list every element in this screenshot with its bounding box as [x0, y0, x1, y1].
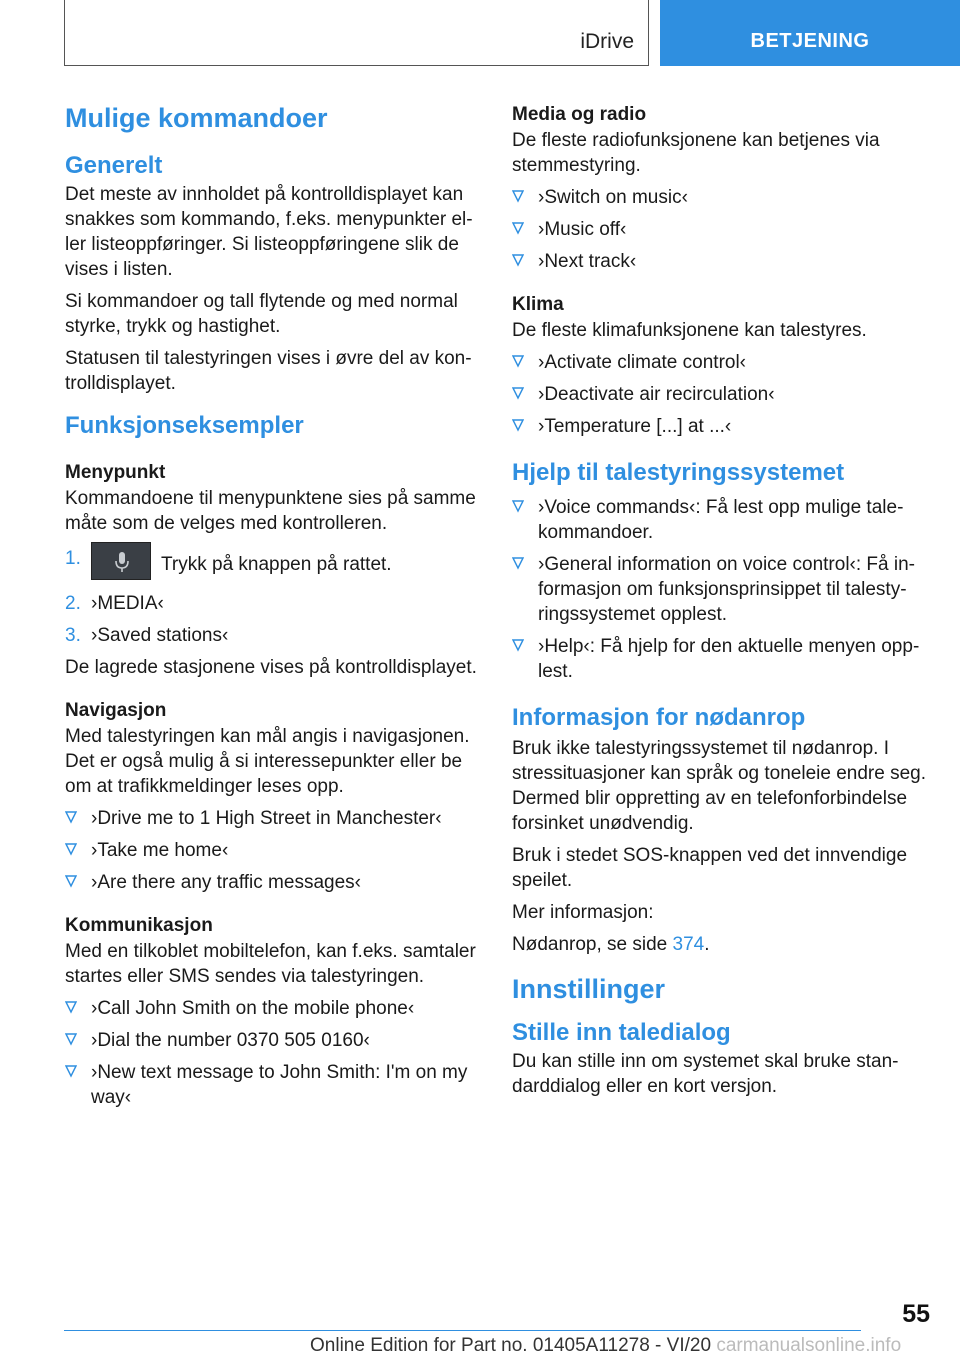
- heading-hjelp: Hjelp til talestyringssystemet: [512, 459, 845, 486]
- list-item: [65, 1060, 483, 1110]
- triangle-bullet-icon: [512, 386, 524, 400]
- list-item-text: ›Help‹: Få hjelp for den aktuelle menyen opplest.: [538, 636, 920, 682]
- microphone-icon: [114, 551, 130, 573]
- header-chapter-label: BETJENING: [750, 30, 870, 52]
- navigasjon-text: Med talestyringen kan mål angis i navigasjonen. Det er også mulig å si interessepunkter eller be om at trafikkmeldinger leses opp.: [65, 726, 470, 797]
- heading-media-og-radio: Media og radio: [512, 104, 647, 125]
- triangle-bullet-icon: [512, 189, 524, 203]
- list-item-text: ›Drive me to 1 High Street in Manchester‹: [91, 808, 442, 829]
- heading-menypunkt: Menypunkt: [65, 462, 166, 483]
- triangle-bullet-icon: [65, 1064, 77, 1078]
- heading-innstillinger: Innstillinger: [512, 974, 666, 1004]
- step-item: [65, 591, 483, 616]
- step-number: 1.: [65, 548, 81, 569]
- list-item-text: ›Activate climate control‹: [538, 352, 747, 373]
- list-item: [512, 382, 932, 407]
- header-section-label: iDrive: [580, 30, 634, 53]
- kommunikasjon-list: [65, 996, 483, 1110]
- klima-list: [512, 350, 932, 439]
- generelt-paragraph: Statusen til talestyringen vises i øvre del av kontrolldisplayet.: [65, 348, 472, 394]
- footer-text: Online Edition for Part no. 01405A11278 - VI/20: [310, 1335, 712, 1356]
- list-item: [65, 996, 483, 1021]
- left-column: [65, 100, 483, 1117]
- list-item-text: ›New text message to John Smith: I'm on my way‹: [91, 1062, 468, 1108]
- heading-kommunikasjon: Kommunikasjon: [65, 915, 213, 936]
- header-section-box: [64, 0, 649, 66]
- footer-divider: [64, 1330, 861, 1331]
- list-item: [512, 414, 932, 439]
- heading-klima: Klima: [512, 294, 564, 315]
- menypunkt-steps: [65, 546, 483, 648]
- triangle-bullet-icon: [65, 874, 77, 888]
- list-item: [65, 806, 483, 831]
- reference-end: .: [704, 934, 710, 955]
- step-item: [65, 623, 483, 648]
- list-item-text: ›Voice commands‹: Få lest opp mulige talekommandoer.: [538, 497, 904, 543]
- list-item-text: ›Call John Smith on the mobile phone‹: [91, 998, 415, 1019]
- triangle-bullet-icon: [512, 638, 524, 652]
- list-item: [512, 185, 932, 210]
- step-text: Trykk på knappen på rattet.: [161, 554, 392, 576]
- step-item: [65, 546, 483, 584]
- list-item: [65, 1028, 483, 1053]
- voice-button-image: [91, 542, 151, 580]
- list-item: [65, 838, 483, 863]
- generelt-paragraph: Det meste av innholdet på kontrolldisplayet kan snakkes som kommando, f.eks. menypunkter eller listeoppføringer. Si listeoppføringene slik de vises i listen.: [65, 184, 473, 280]
- menypunkt-text: Kommandoene til menypunktene sies på samme måte som de velges med kontrolleren.: [65, 488, 476, 534]
- informasjon-paragraph: Mer informasjon:: [512, 902, 654, 923]
- step-text: ›Saved stations‹: [91, 625, 229, 646]
- triangle-bullet-icon: [65, 1032, 77, 1046]
- page-number: 55: [902, 1300, 930, 1328]
- list-item: [512, 217, 932, 242]
- triangle-bullet-icon: [65, 842, 77, 856]
- list-item-text: ›Are there any traffic messages‹: [91, 872, 361, 893]
- triangle-bullet-icon: [512, 253, 524, 267]
- triangle-bullet-icon: [65, 810, 77, 824]
- triangle-bullet-icon: [512, 221, 524, 235]
- list-item: [512, 552, 932, 627]
- list-item-text: ›Switch on music‹: [538, 187, 688, 208]
- step-number: 3.: [65, 625, 81, 646]
- list-item-text: ›Take me home‹: [91, 840, 229, 861]
- step-number: 2.: [65, 593, 81, 614]
- media-list: [512, 185, 932, 274]
- reference-text: Nødanrop, se side: [512, 934, 673, 955]
- list-item: [65, 870, 483, 895]
- menypunkt-after-text: De lagrede stasjonene vises på kontrolldisplayet.: [65, 657, 477, 678]
- triangle-bullet-icon: [512, 418, 524, 432]
- heading-generelt: Generelt: [65, 152, 163, 179]
- page-link-374[interactable]: 374: [672, 934, 705, 955]
- informasjon-reference: [512, 932, 932, 957]
- list-item-text: ›Music off‹: [538, 219, 627, 240]
- triangle-bullet-icon: [512, 499, 524, 513]
- triangle-bullet-icon: [65, 1000, 77, 1014]
- list-item: [512, 634, 932, 684]
- footer: [310, 1335, 901, 1357]
- list-item-text: ›Dial the number 0370 505 0160‹: [91, 1030, 370, 1051]
- heading-navigasjon: Navigasjon: [65, 700, 167, 721]
- hjelp-list: [512, 495, 932, 684]
- kommunikasjon-text: Med en tilkoblet mobiltelefon, kan f.eks. samtaler startes eller SMS sendes via talestyringen.: [65, 941, 476, 987]
- list-item-text: ›Next track‹: [538, 251, 637, 272]
- informasjon-paragraph: Bruk ikke talestyringssystemet til nødanrop. I stressituasjoner kan språk og toneleie endre seg. Dermed blir oppretting av en telefonforbindelse forsinket unødvendig.: [512, 738, 927, 834]
- list-item-text: ›Temperature [...] at ...‹: [538, 416, 732, 437]
- heading-stille-inn-taledialog: Stille inn taledialog: [512, 1019, 731, 1046]
- list-item: [512, 495, 932, 545]
- list-item-text: ›Deactivate air recirculation‹: [538, 384, 775, 405]
- triangle-bullet-icon: [512, 556, 524, 570]
- navigasjon-list: [65, 806, 483, 895]
- heading-informasjon-nodanrop: Informasjon for nødanrop: [512, 704, 806, 731]
- media-text: De fleste radiofunksjonene kan betjenes via stemmestyring.: [512, 130, 880, 176]
- informasjon-paragraph: Bruk i stedet SOS-knappen ved det innvendige speilet.: [512, 845, 908, 891]
- list-item: [512, 350, 932, 375]
- footer-watermark: carmanualsonline.info: [716, 1335, 902, 1356]
- list-item: [512, 249, 932, 274]
- header-chapter-tab: [660, 0, 960, 66]
- taledialog-text: Du kan stille inn om systemet skal bruke standarddialog eller en kort versjon.: [512, 1051, 899, 1097]
- heading-funksjonseksempler: Funksjonseksempler: [65, 412, 304, 439]
- klima-text: De fleste klimafunksjonene kan talestyres.: [512, 320, 867, 341]
- right-column: [512, 100, 932, 1106]
- page-title: Mulige kommandoer: [65, 103, 328, 133]
- list-item-text: ›General information on voice control‹: Få informasjon om funksjonsprinsippet til talestyringssystemet opplest.: [538, 554, 915, 625]
- step-text: ›MEDIA‹: [91, 593, 164, 614]
- generelt-paragraph: Si kommandoer og tall flytende og med normal styrke, trykk og hastighet.: [65, 291, 458, 337]
- triangle-bullet-icon: [512, 354, 524, 368]
